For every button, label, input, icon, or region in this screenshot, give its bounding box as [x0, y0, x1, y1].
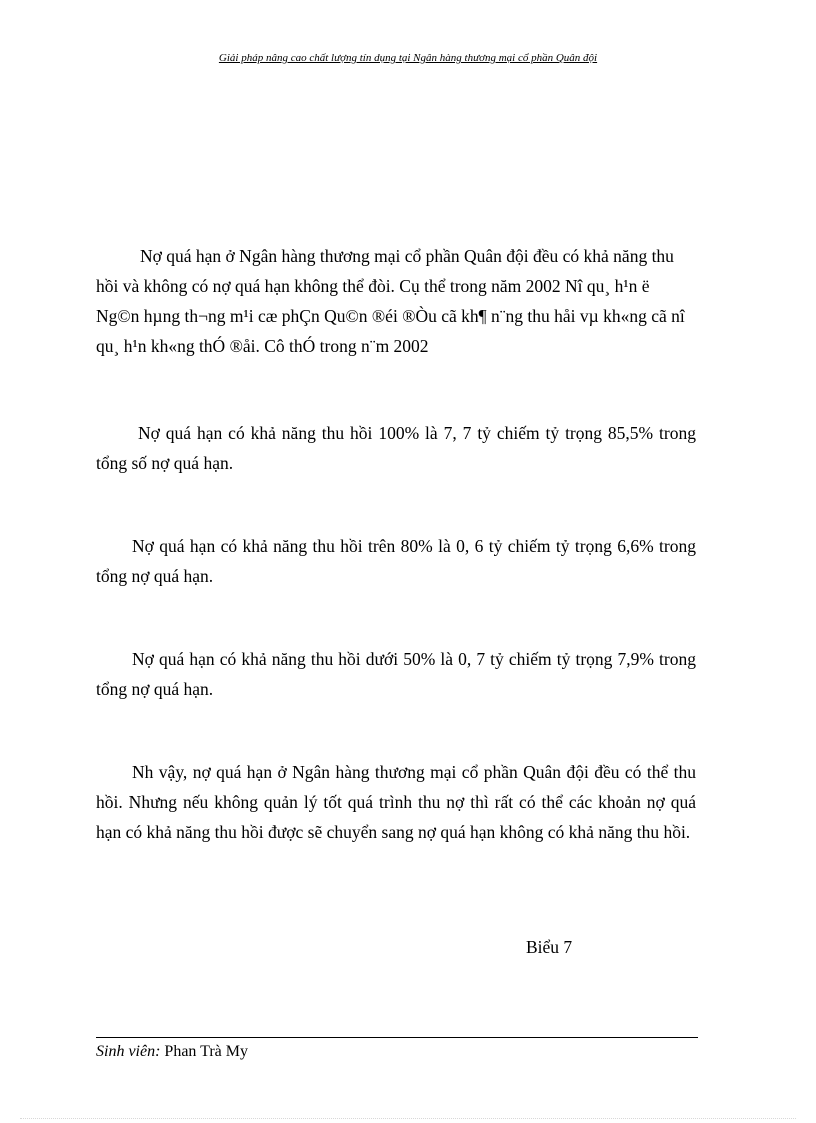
footer-label: Sinh viên:	[96, 1043, 161, 1060]
paragraph-2	[96, 418, 696, 478]
paragraph-3	[96, 531, 696, 591]
footer-student-name: Phan Trà My	[164, 1043, 248, 1060]
table-caption-text: Biểu 7	[526, 937, 573, 957]
paragraph-5-text: Nh vậy, nợ quá hạn ở Ngân hàng thương mại cổ phần Quân đội đều có thể thu hồi. Nhưng nếu không quản lý tốt quá trình thu nợ thì rất có thể các khoản nợ quá hạn có khả năng thu hồi được sẽ chuyển sang nợ quá hạn không có khả năng thu hồi.	[96, 762, 696, 842]
footer-divider	[96, 1037, 698, 1038]
paragraph-1	[96, 241, 696, 361]
page-footer	[96, 1041, 248, 1063]
page-bottom-edge	[20, 1118, 796, 1119]
page-header	[0, 52, 816, 64]
page-header-title: Giải pháp nâng cao chất lượng tín dụng tại Ngân hàng thương mại cổ phần Quân đội	[218, 52, 598, 64]
paragraph-4	[96, 644, 696, 704]
table-caption	[526, 932, 572, 962]
paragraph-5	[96, 757, 696, 847]
paragraph-3-text: Nợ quá hạn có khả năng thu hồi trên 80% là 0, 6 tỷ chiếm tỷ trọng 6,6% trong tổng nợ quá hạn.	[96, 536, 696, 586]
paragraph-4-text: Nợ quá hạn có khả năng thu hồi dưới 50% là 0, 7 tỷ chiếm tỷ trọng 7,9% trong tổng nợ quá hạn.	[96, 649, 696, 699]
paragraph-2-text: Nợ quá hạn có khả năng thu hồi 100% là 7, 7 tỷ chiếm tỷ trọng 85,5% trong tổng số nợ quá hạn.	[96, 423, 696, 473]
paragraph-1-text: Nợ quá hạn ở Ngân hàng thương mại cổ phần Quân đội đều có khả năng thu hồi và không có nợ quá hạn không thể đòi. Cụ thể trong năm 2002 Nî qu¸ h¹n ë Ng©n hµng th¬ng m¹i cæ phÇn Qu©n ®éi ®Òu cã kh¶ n¨ng thu håi vµ kh«ng cã nî qu¸ h¹n kh«ng thÓ ®åi. Cô thÓ trong n¨m 2002	[96, 246, 685, 356]
